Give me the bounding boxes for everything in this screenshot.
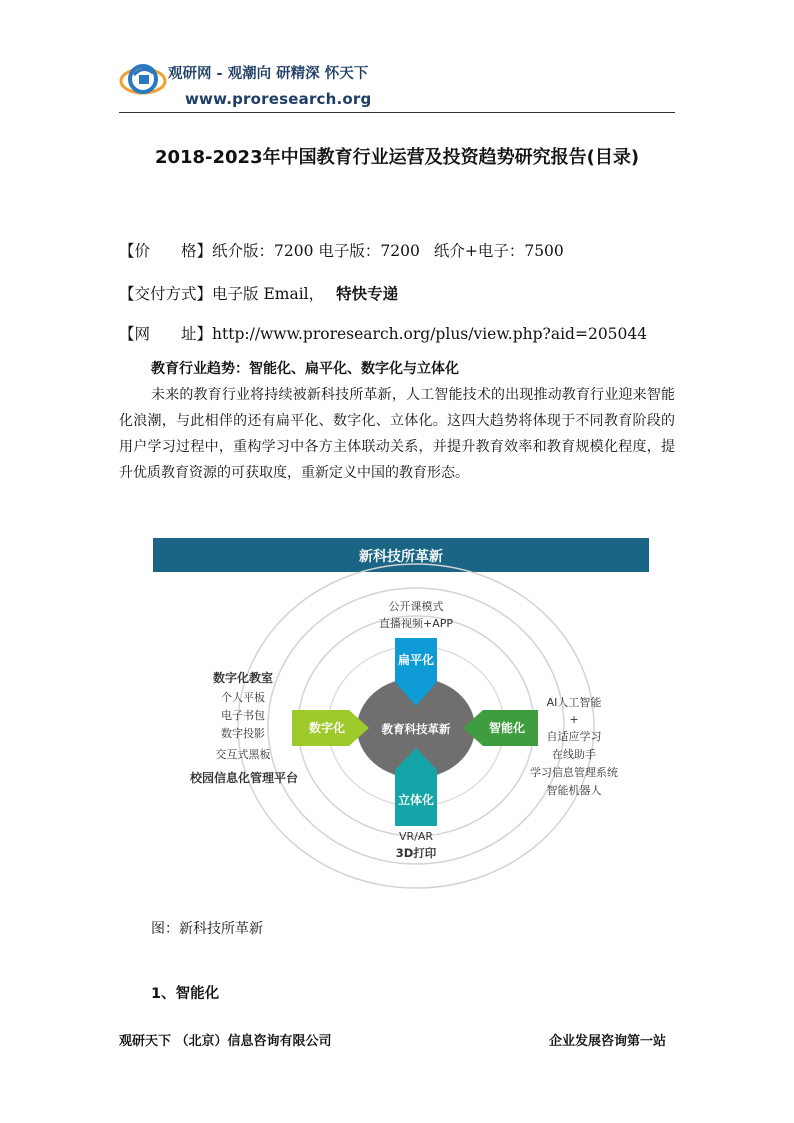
left-footer: 校园信息化管理平台 <box>189 771 299 785</box>
left-arrow-label: 数字化 <box>308 721 346 735</box>
diagram-banner-text: 新科技所革新 <box>359 549 443 565</box>
header-divider <box>119 112 675 113</box>
right-item: + <box>569 713 579 726</box>
logo-url[interactable]: www.proresearch.org <box>185 90 372 108</box>
diagram-center-text: 教育科技革新 <box>381 722 451 736</box>
logo-title: 观研网 - 观潮向 研精深 怀天下 <box>168 66 369 82</box>
delivery-express: 特快专递 <box>336 285 399 303</box>
right-item: 智能机器人 <box>546 784 602 797</box>
price-label: 【价 格】 <box>119 242 213 260</box>
top-item: 直播视频+APP <box>378 617 454 630</box>
right-arrow-label: 智能化 <box>488 721 526 735</box>
section-title: 教育行业趋势：智能化、扁平化、数字化与立体化 <box>151 361 459 377</box>
price-combo: 纸介+电子：7500 <box>433 242 564 260</box>
figure-caption: 图：新科技所革新 <box>151 921 263 937</box>
proresearch-logo-icon <box>119 59 167 97</box>
top-arrow-label: 扁平化 <box>397 653 435 667</box>
innovation-diagram <box>151 538 651 893</box>
section-paragraph: 未来的教育行业将持续被新科技所革新，人工智能技术的出现推动教育行业迎来智能化浪潮，与此相伴的还有扁平化、数字化、立体化。这四大趋势将体现于不同教育阶段的用户学习过程中，重构学习中各方主体联动关系，并提升教育效率和教育规模化程度，提升优质教育资源的可获取度，重新定义中国的教育形态。 <box>119 387 675 481</box>
price-text: 纸介版：7200 电子版：7200 <box>212 242 420 260</box>
bottom-item: 3D打印 <box>395 846 437 860</box>
address-url[interactable]: http://www.proresearch.org/plus/view.php?aid=205044 <box>212 325 648 343</box>
sub-heading: 1、智能化 <box>151 986 220 1002</box>
top-item: 公开课模式 <box>388 600 444 613</box>
right-item: 在线助手 <box>552 748 596 761</box>
left-item: 电子书包 <box>221 709 265 722</box>
address-label: 【网 址】 <box>119 325 213 343</box>
footer-slogan: 企业发展咨询第一站 <box>548 1034 666 1049</box>
delivery-line <box>119 282 398 304</box>
right-item: AI人工智能 <box>546 696 602 709</box>
report-title: 2018-2023年中国教育行业运营及投资趋势研究报告(目录) <box>154 147 640 168</box>
bottom-arrow-label: 立体化 <box>397 793 435 807</box>
right-item: 学习信息管理系统 <box>530 766 618 779</box>
left-heading: 数字化教室 <box>212 671 274 685</box>
right-item: 自适应学习 <box>546 730 602 743</box>
address-line <box>119 322 647 344</box>
left-item: 数字投影 <box>221 727 265 740</box>
footer-company: 观研天下 （北京）信息咨询有限公司 <box>119 1034 332 1049</box>
left-item: 交互式黑板 <box>215 748 271 761</box>
delivery-label: 【交付方式】 <box>119 285 213 303</box>
bottom-item: VR/AR <box>398 830 434 843</box>
price-line <box>119 239 564 261</box>
delivery-text: 电子版 Email， <box>212 285 325 303</box>
left-item: 个人平板 <box>221 691 265 704</box>
